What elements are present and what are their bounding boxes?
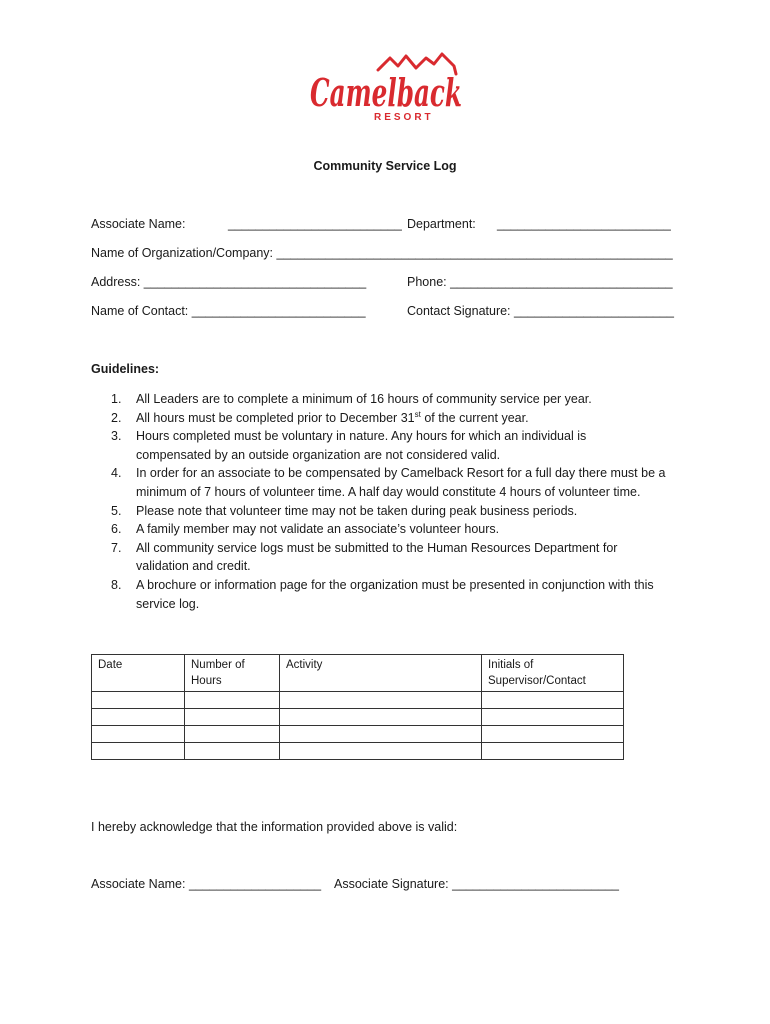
header-hours: [185, 655, 280, 692]
contact-signature-field[interactable]: Contact Signature: _______________________: [407, 304, 674, 318]
guideline-text-line1: All community service logs must be submitted to the Human Resources Department for: [136, 540, 618, 555]
guideline-text: All hours must be completed prior to December 31: [136, 410, 415, 425]
header-date: [92, 655, 185, 692]
camelback-logo-graphic: [306, 52, 466, 124]
phone-field[interactable]: Phone: ________________________________: [407, 275, 673, 289]
header-hours-line2: Hours: [191, 675, 222, 687]
svg-text:Camelback: Camelback: [310, 70, 462, 115]
date-cell[interactable]: [92, 743, 185, 760]
guideline-item: [91, 427, 681, 464]
guideline-text-line1: Hours completed must be voluntary in nature. Any hours for which an individual is: [136, 429, 587, 444]
guideline-text: A family member may not validate an associate’s volunteer hours.: [136, 522, 500, 537]
associate-name-label: Associate Name:: [91, 217, 186, 231]
date-cell[interactable]: [92, 692, 185, 709]
department-label: Department:: [407, 217, 476, 231]
hours-cell[interactable]: [185, 726, 280, 743]
guideline-text-line2: minimum of 7 hours of volunteer time. A half day would constitute 4 hours of volunteer time.: [136, 484, 641, 499]
initials-cell[interactable]: [482, 743, 624, 760]
header-activity-label: Activity: [286, 659, 323, 671]
department-field[interactable]: _________________________: [497, 217, 671, 231]
table-row: [92, 743, 624, 760]
guideline-text: All Leaders are to complete a minimum of 16 hours of community service per year.: [136, 392, 592, 406]
associate-name-field[interactable]: _________________________: [228, 217, 402, 231]
date-cell[interactable]: [92, 726, 185, 743]
svg-text:RESORT: RESORT: [374, 112, 434, 123]
initials-cell[interactable]: [482, 709, 624, 726]
activity-cell[interactable]: [280, 743, 482, 760]
header-initials-line1: Initials of: [488, 659, 534, 671]
guideline-text-line2: validation and credit.: [136, 559, 251, 574]
guideline-number: 8.: [111, 577, 122, 592]
table-row: [92, 709, 624, 726]
guideline-number: 3.: [111, 429, 122, 444]
header-hours-line1: Number of: [191, 659, 245, 671]
header-activity: [280, 655, 482, 692]
guideline-text: Please note that volunteer time may not be taken during peak business periods.: [136, 503, 578, 518]
guideline-number: 6.: [111, 522, 122, 537]
hours-cell[interactable]: [185, 743, 280, 760]
address-field[interactable]: Address: ________________________________: [91, 275, 367, 289]
guideline-item: [91, 539, 681, 576]
guidelines-list: [91, 390, 681, 613]
activity-cell[interactable]: [280, 692, 482, 709]
header-initials-line2: Supervisor/Contact: [488, 675, 586, 687]
guideline-number: 7.: [111, 540, 122, 555]
guideline-item: [91, 502, 681, 521]
service-log-table: [91, 654, 624, 760]
guideline-text-line1: A brochure or information page for the organization must be presented in conjunction with this: [136, 577, 654, 592]
organization-field[interactable]: Name of Organization/Company: _________________________________________________________: [91, 246, 673, 260]
associate-signature-field[interactable]: Associate Signature: ________________________: [334, 877, 619, 891]
guideline-item: [91, 390, 681, 409]
guideline-text-line2: service log.: [136, 596, 200, 611]
ordinal-suffix: st: [414, 409, 421, 419]
guideline-item: [91, 520, 681, 539]
guideline-number: 2.: [111, 410, 122, 425]
contact-name-field[interactable]: Name of Contact: _________________________: [91, 304, 366, 318]
page-title: Community Service Log: [313, 159, 457, 173]
guideline-text-cont: of the current year.: [420, 410, 529, 425]
camelback-resort-logo: [306, 52, 466, 124]
activity-cell[interactable]: [280, 709, 482, 726]
guideline-text-line2: compensated by an outside organization are not considered valid.: [136, 447, 501, 462]
hours-cell[interactable]: [185, 692, 280, 709]
associate-name-signoff-field[interactable]: Associate Name: ___________________: [91, 877, 322, 891]
guideline-number: 4.: [111, 466, 122, 481]
header-date-label: Date: [98, 659, 123, 671]
header-initials: [482, 655, 624, 692]
initials-cell[interactable]: [482, 726, 624, 743]
table-row: [92, 726, 624, 743]
guideline-text-line1: In order for an associate to be compensated by Camelback Resort for a full day there must be a: [136, 466, 666, 481]
date-cell[interactable]: [92, 709, 185, 726]
guideline-item: [91, 576, 681, 613]
hours-cell[interactable]: [185, 709, 280, 726]
guideline-number: 1.: [111, 392, 122, 406]
guideline-number: 5.: [111, 503, 122, 518]
guideline-item: [91, 409, 681, 428]
table-header-row: [92, 655, 624, 692]
activity-cell[interactable]: [280, 726, 482, 743]
acknowledgement-statement: I hereby acknowledge that the information provided above is valid:: [91, 820, 458, 834]
initials-cell[interactable]: [482, 692, 624, 709]
guideline-item: [91, 464, 681, 501]
guidelines-heading: Guidelines:: [91, 362, 160, 376]
table-row: [92, 692, 624, 709]
